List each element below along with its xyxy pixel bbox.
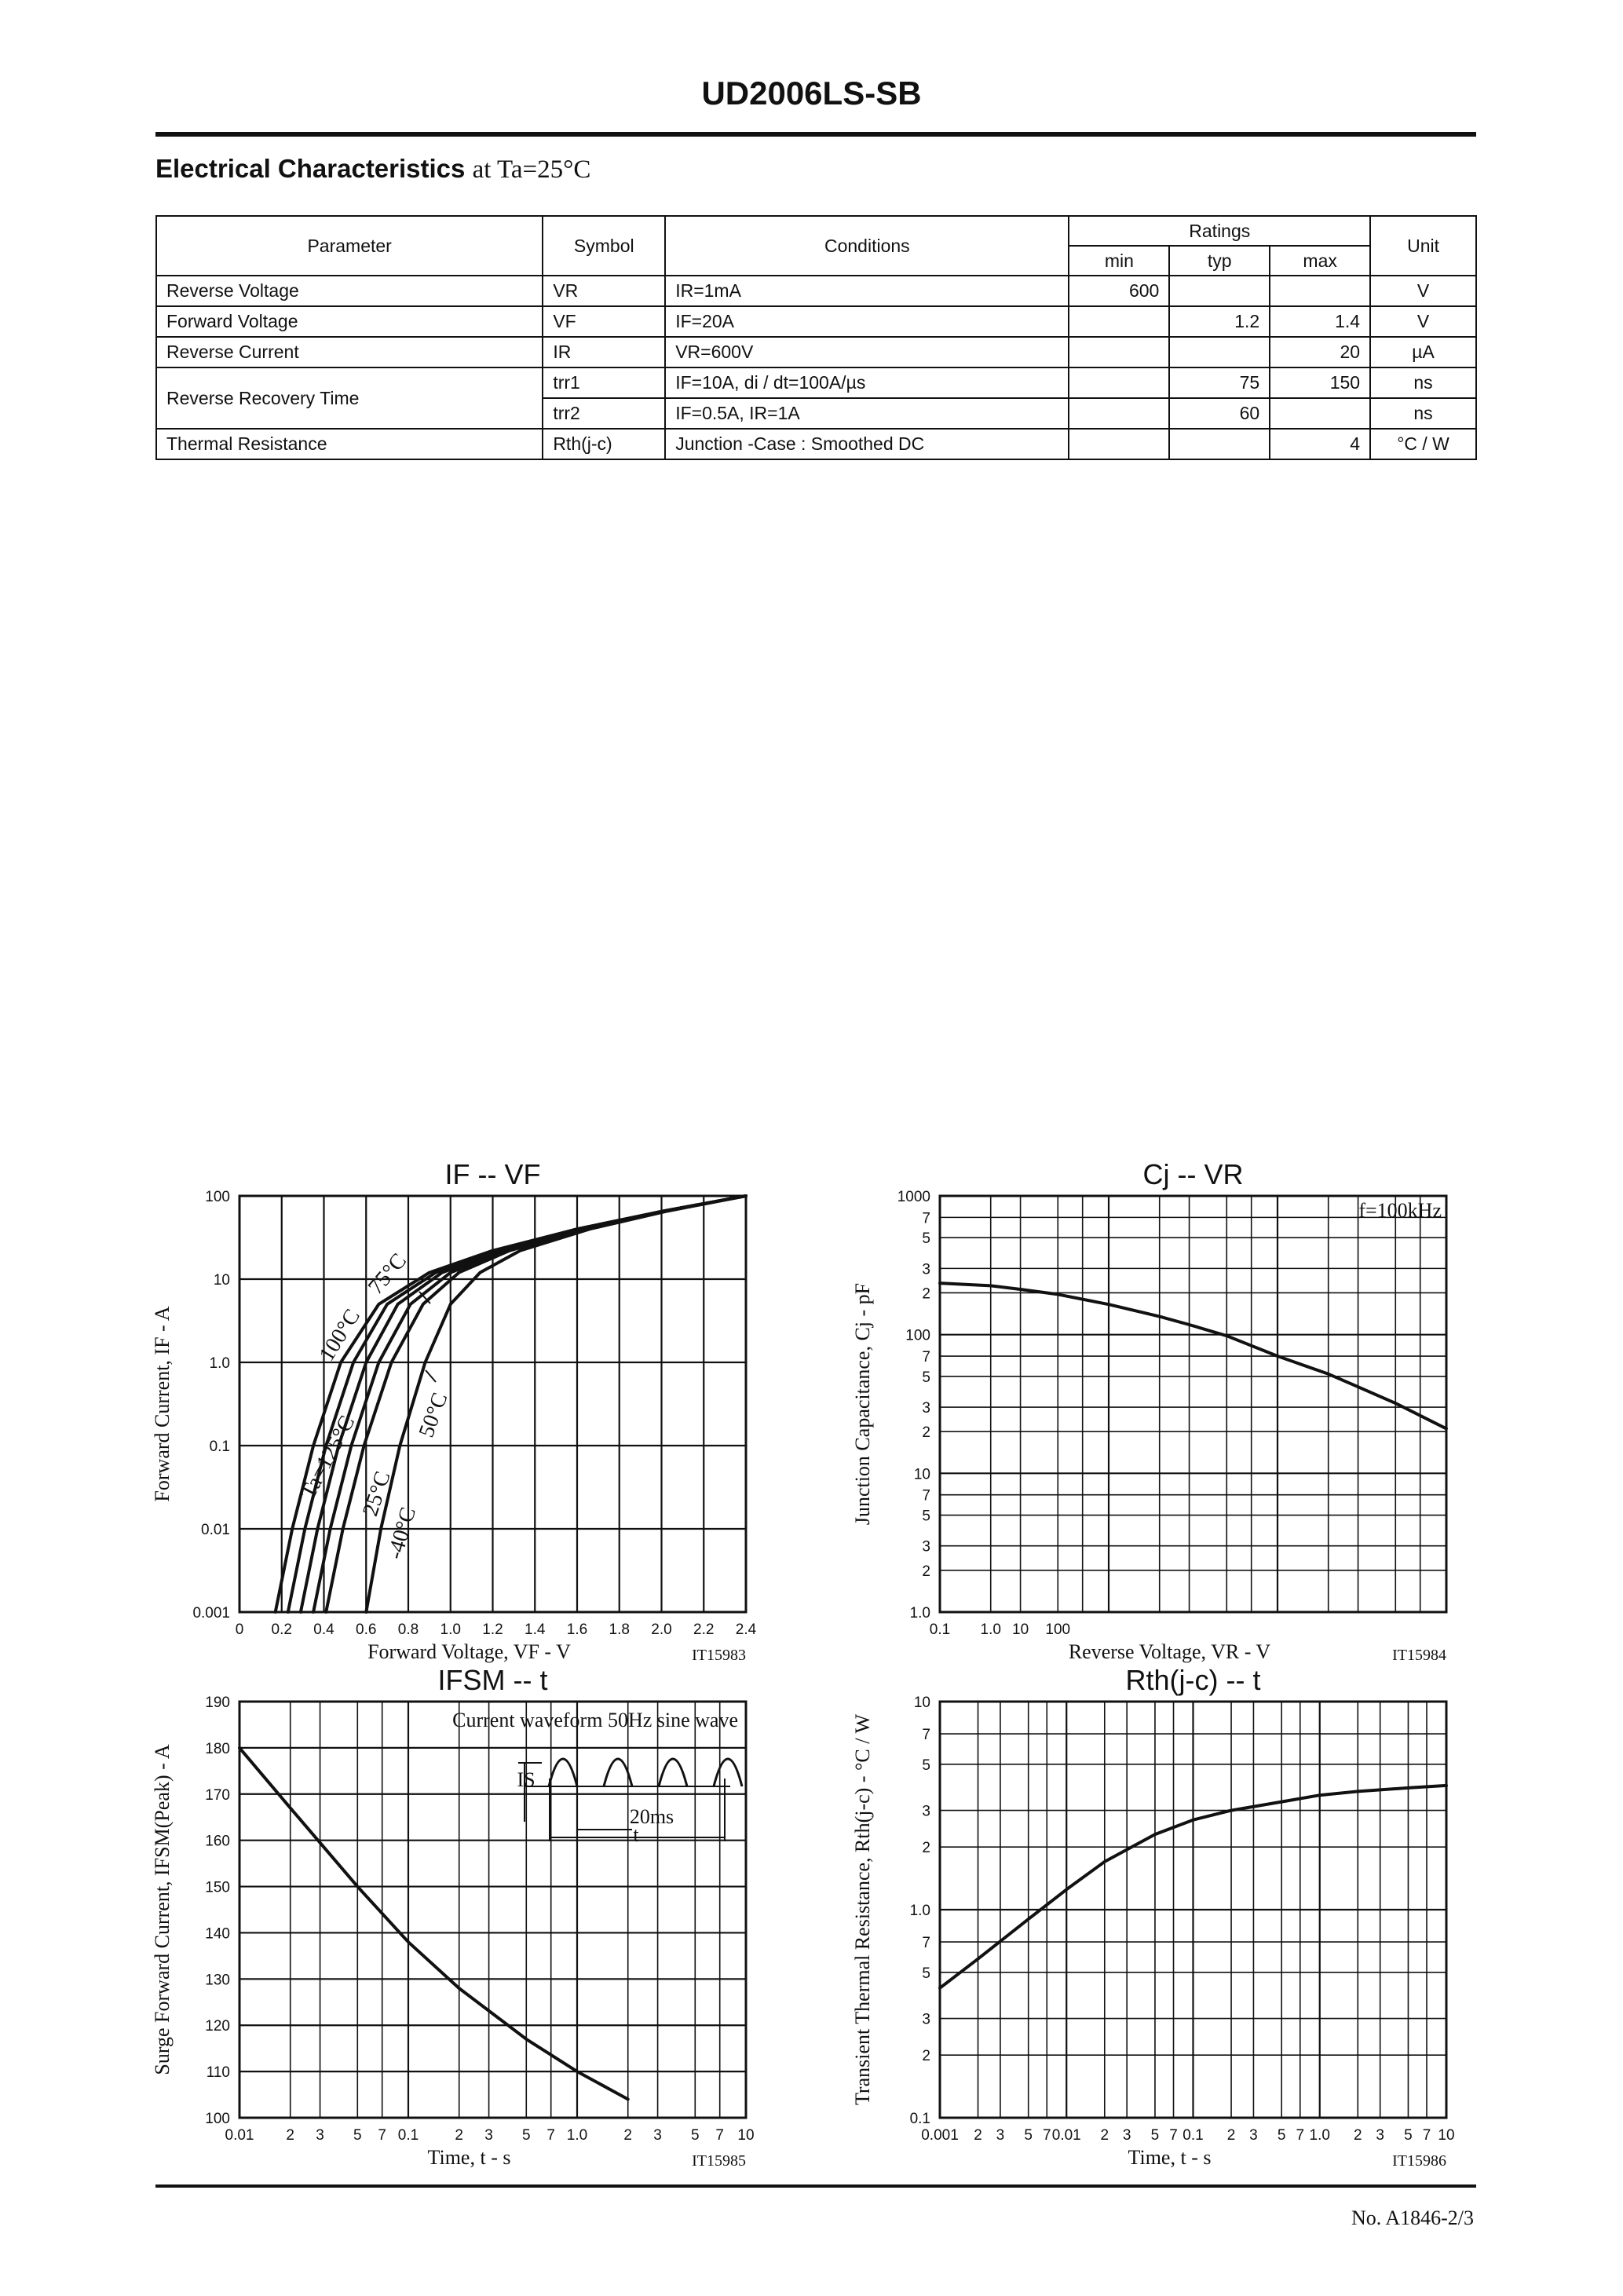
y-tick-label: 1.0 — [209, 1355, 230, 1372]
x-tick-label: 1.2 — [482, 1621, 503, 1638]
y-tick-label: 1.0 — [909, 1605, 930, 1621]
y-tick-label: 10 — [913, 1695, 930, 1711]
cell-max: 150 — [1270, 367, 1370, 398]
x-axis-label: Forward Voltage, VF - V — [367, 1640, 571, 1663]
cell-min: 600 — [1069, 276, 1169, 306]
x-tick-label: 2 — [1100, 2127, 1109, 2144]
page-number: No. A1846-2/3 — [1351, 2206, 1474, 2229]
chart-title: IFSM -- t — [437, 1664, 548, 1696]
x-axis-label: Reverse Voltage, VR - V — [1068, 1640, 1271, 1663]
x-tick-label: 1.0 — [440, 1621, 461, 1638]
cell-max: 20 — [1270, 337, 1370, 367]
cell-max: 4 — [1270, 429, 1370, 459]
x-tick-label: 7 — [378, 2127, 386, 2144]
y-tick-label: 3 — [922, 1400, 930, 1417]
x-tick-label: 1.8 — [609, 1621, 630, 1638]
waveform-hump — [714, 1759, 742, 1786]
cell-typ: 1.2 — [1169, 306, 1270, 337]
y-tick-label: 0.1 — [209, 1439, 230, 1455]
x-tick-label: 7 — [1042, 2127, 1051, 2144]
cell-unit: °C / W — [1370, 429, 1476, 459]
y-tick-label: 7 — [922, 1210, 930, 1227]
y-axis-label: Surge Forward Current, IFSM(Peak) - A — [151, 1744, 174, 2075]
section-title: Electrical Characteristics — [155, 154, 466, 183]
duration-label: t — [633, 1823, 639, 1846]
y-tick-label: 2 — [922, 1424, 930, 1442]
y-tick-label: 5 — [922, 1757, 930, 1774]
x-tick-label: 100 — [1045, 1621, 1071, 1638]
cell-symbol: IR — [543, 337, 665, 367]
x-tick-label: 2 — [974, 2127, 982, 2144]
waveform-hump — [659, 1759, 687, 1786]
y-axis-label: Transient Thermal Resistance, Rth(j-c) - °C / W — [851, 1713, 874, 2106]
y-tick-label: 7 — [922, 1727, 930, 1744]
y-tick-label: 7 — [922, 1487, 930, 1504]
y-tick-label: 1.0 — [909, 1903, 930, 1919]
y-tick-label: 5 — [922, 1369, 930, 1386]
x-tick-label: 7 — [1422, 2127, 1431, 2144]
cell-parameter: Forward Voltage — [156, 306, 543, 337]
y-tick-label: 3 — [922, 1803, 930, 1820]
page-title: UD2006LS-SB — [701, 75, 922, 112]
plot-frame — [239, 1702, 746, 2118]
y-tick-label: 100 — [205, 1189, 230, 1205]
y-tick-label: 0.01 — [201, 1522, 230, 1538]
cell-unit: ns — [1370, 398, 1476, 429]
x-tick-label: 0.8 — [397, 1621, 419, 1638]
x-tick-label: 1.0 — [1309, 2127, 1330, 2144]
x-tick-label: 1.4 — [525, 1621, 546, 1638]
x-tick-label: 0.01 — [1051, 2127, 1081, 2144]
cell-unit: V — [1370, 306, 1476, 337]
x-tick-label: 0.6 — [356, 1621, 377, 1638]
cell-conditions: IR=1mA — [665, 276, 1069, 306]
y-tick-label: 2 — [922, 1285, 930, 1303]
x-tick-label: 0 — [235, 1621, 244, 1638]
x-tick-label: 7 — [1169, 2127, 1178, 2144]
cell-parameter: Reverse Current — [156, 337, 543, 367]
x-tick-label: 1.0 — [566, 2127, 588, 2144]
y-tick-label: 130 — [205, 1972, 230, 1989]
curve-annotation: 75°C — [364, 1249, 411, 1300]
y-tick-label: 2 — [922, 1840, 930, 1857]
header-unit: Unit — [1370, 216, 1476, 276]
x-tick-label: 5 — [521, 2127, 531, 2144]
x-tick-label: 3 — [316, 2127, 324, 2144]
waveform-note: Current waveform 50Hz sine wave — [452, 1709, 738, 1731]
series-line-5 — [366, 1196, 746, 1612]
x-tick-label: 2 — [455, 2127, 464, 2144]
series-line-2 — [301, 1196, 746, 1612]
x-tick-label: 2 — [286, 2127, 295, 2144]
y-axis-label: Junction Capacitance, Cj - pF — [851, 1282, 874, 1526]
x-axis-label: Time, t - s — [427, 2146, 511, 2169]
x-tick-label: 3 — [1122, 2127, 1131, 2144]
cell-conditions: IF=20A — [665, 306, 1069, 337]
y-tick-label: 140 — [205, 1925, 230, 1943]
chart-title: Cj -- VR — [1142, 1158, 1244, 1190]
x-tick-label: 5 — [1024, 2127, 1033, 2144]
y-tick-label: 3 — [922, 1538, 930, 1556]
cell-unit: µA — [1370, 337, 1476, 367]
annotation-arrow — [426, 1370, 436, 1382]
y-tick-label: 0.001 — [192, 1605, 230, 1621]
is-label: IS — [517, 1768, 536, 1791]
x-tick-label: 7 — [715, 2127, 724, 2144]
x-tick-label: 0.1 — [929, 1621, 951, 1638]
header-ratings: Ratings — [1069, 216, 1370, 246]
y-tick-label: 10 — [213, 1272, 230, 1289]
figure-code: IT15986 — [1392, 2152, 1446, 2170]
y-axis-label: Forward Current, IF - A — [151, 1306, 174, 1502]
cell-symbol: VR — [543, 276, 665, 306]
y-tick-label: 3 — [922, 2011, 930, 2028]
header-symbol: Symbol — [543, 216, 665, 276]
x-tick-label: 0.2 — [271, 1621, 292, 1638]
x-tick-label: 10 — [1012, 1621, 1029, 1638]
cell-symbol: trr1 — [543, 367, 665, 398]
x-tick-label: 3 — [653, 2127, 662, 2144]
cell-max: 1.4 — [1270, 306, 1370, 337]
cell-typ: 75 — [1169, 367, 1270, 398]
curve-annotation: -40°C — [382, 1504, 421, 1563]
y-tick-label: 100 — [905, 1327, 930, 1344]
x-tick-label: 0.01 — [225, 2127, 254, 2144]
y-tick-label: 10 — [913, 1466, 930, 1483]
y-tick-label: 5 — [922, 1508, 930, 1525]
x-tick-label: 10 — [737, 2127, 755, 2144]
cell-symbol: trr2 — [543, 398, 665, 429]
cell-parameter: Reverse Voltage — [156, 276, 543, 306]
x-tick-label: 3 — [996, 2127, 1005, 2144]
x-tick-label: 0.001 — [921, 2127, 959, 2144]
x-tick-label: 0.1 — [1183, 2127, 1204, 2144]
header-typ: typ — [1169, 246, 1270, 276]
chart-title: IF -- VF — [444, 1158, 541, 1190]
cell-parameter: Reverse Recovery Time — [156, 367, 543, 429]
figure-code: IT15985 — [692, 2152, 746, 2170]
y-tick-label: 110 — [206, 2064, 230, 2082]
y-tick-label: 150 — [205, 1879, 230, 1896]
x-tick-label: 0.1 — [397, 2127, 419, 2144]
x-axis-label: Time, t - s — [1128, 2146, 1212, 2169]
figure-code: IT15983 — [692, 1647, 746, 1664]
x-tick-label: 0.4 — [313, 1621, 334, 1638]
y-tick-label: 0.1 — [909, 2111, 930, 2127]
cell-conditions: Junction -Case : Smoothed DC — [665, 429, 1069, 459]
curve-annotation: 50°C — [414, 1389, 453, 1441]
x-tick-label: 2.4 — [735, 1621, 757, 1638]
cell-typ: 60 — [1169, 398, 1270, 429]
series-line-0 — [239, 1748, 628, 2100]
cell-unit: V — [1370, 276, 1476, 306]
series-line-0 — [276, 1196, 746, 1612]
section-condition: at Ta=25°C — [472, 155, 591, 184]
cell-symbol: Rth(j-c) — [543, 429, 665, 459]
y-tick-label: 160 — [205, 1833, 230, 1850]
x-tick-label: 2.2 — [693, 1621, 715, 1638]
x-tick-label: 2 — [1226, 2127, 1236, 2144]
y-tick-label: 1000 — [897, 1189, 930, 1205]
y-tick-label: 120 — [205, 2018, 230, 2035]
x-tick-label: 5 — [690, 2127, 700, 2144]
y-tick-label: 7 — [922, 1349, 930, 1366]
y-tick-label: 7 — [922, 1935, 930, 1952]
x-tick-label: 2.0 — [651, 1621, 672, 1638]
x-tick-label: 3 — [484, 2127, 493, 2144]
x-tick-label: 2 — [623, 2127, 633, 2144]
header-min: min — [1069, 246, 1169, 276]
y-tick-label: 190 — [205, 1695, 230, 1711]
x-tick-label: 5 — [1277, 2127, 1286, 2144]
y-tick-label: 5 — [922, 1230, 930, 1248]
footer-rule — [155, 2184, 1476, 2188]
y-tick-label: 2 — [922, 2048, 930, 2065]
cell-conditions: IF=10A, di / dt=100A/µs — [665, 367, 1069, 398]
y-tick-label: 2 — [922, 1563, 930, 1580]
x-tick-label: 1.6 — [566, 1621, 588, 1638]
cell-parameter: Thermal Resistance — [156, 429, 543, 459]
x-tick-label: 3 — [1376, 2127, 1384, 2144]
x-tick-label: 5 — [1404, 2127, 1413, 2144]
x-tick-label: 7 — [546, 2127, 555, 2144]
cell-symbol: VF — [543, 306, 665, 337]
x-tick-label: 1.0 — [980, 1621, 1001, 1638]
figure-code: IT15984 — [1392, 1647, 1446, 1664]
cell-conditions: VR=600V — [665, 337, 1069, 367]
curve-annotation: 25°C — [358, 1468, 396, 1519]
period-label: 20ms — [629, 1805, 674, 1828]
x-tick-label: 10 — [1438, 2127, 1455, 2144]
y-tick-label: 100 — [205, 2111, 230, 2127]
y-tick-label: 5 — [922, 1965, 930, 1982]
x-tick-label: 2 — [1354, 2127, 1362, 2144]
cell-conditions: IF=0.5A, IR=1A — [665, 398, 1069, 429]
curve-annotation: 100°C — [314, 1304, 365, 1366]
frequency-note: f=100kHz — [1358, 1199, 1442, 1222]
x-tick-label: 5 — [353, 2127, 362, 2144]
header-parameter: Parameter — [156, 216, 543, 276]
chart-title: Rth(j-c) -- t — [1125, 1664, 1261, 1696]
y-tick-label: 180 — [205, 1740, 230, 1757]
y-tick-label: 3 — [922, 1261, 930, 1278]
x-tick-label: 5 — [1150, 2127, 1160, 2144]
waveform-hump — [549, 1759, 577, 1786]
series-line-1 — [288, 1196, 746, 1612]
x-tick-label: 7 — [1296, 2127, 1305, 2144]
header-conditions: Conditions — [665, 216, 1069, 276]
curve-annotation: Ta=125°C — [295, 1411, 360, 1504]
plot-frame — [940, 1196, 1446, 1612]
y-tick-label: 170 — [205, 1786, 230, 1804]
header-max: max — [1270, 246, 1370, 276]
x-tick-label: 3 — [1249, 2127, 1258, 2144]
cell-unit: ns — [1370, 367, 1476, 398]
